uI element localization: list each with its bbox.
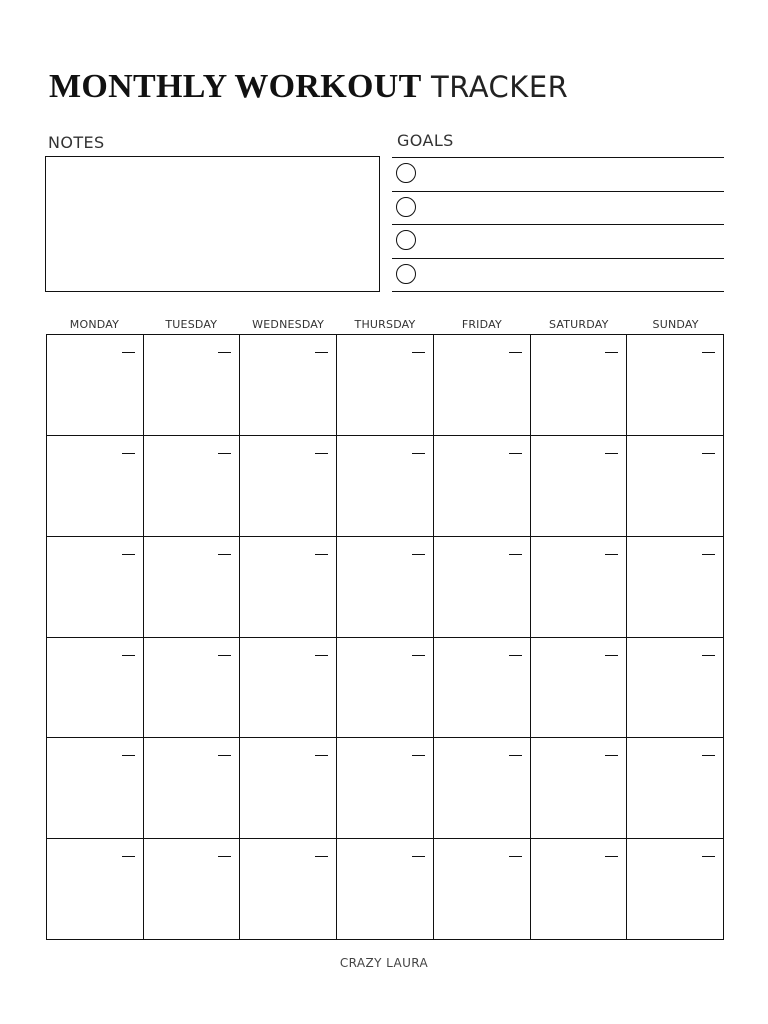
date-blank-dash — [509, 755, 522, 756]
goal-divider — [392, 157, 724, 158]
title-bold: MONTHLY WORKOUT — [49, 68, 422, 105]
calendar-day-cell[interactable] — [47, 638, 144, 739]
page-title — [49, 64, 568, 109]
calendar-day-cell[interactable] — [434, 335, 531, 436]
goal-checkbox-circle-icon[interactable] — [396, 197, 416, 217]
date-blank-dash — [412, 856, 425, 857]
date-blank-dash — [122, 655, 135, 656]
date-blank-dash — [412, 755, 425, 756]
date-blank-dash — [509, 856, 522, 857]
date-blank-dash — [315, 655, 328, 656]
goal-checkbox-circle-icon[interactable] — [396, 264, 416, 284]
date-blank-dash — [605, 352, 618, 353]
date-blank-dash — [702, 352, 715, 353]
goal-item[interactable] — [396, 197, 418, 219]
weekday-label: MONDAY — [69, 318, 120, 331]
weekday-label: SUNDAY — [652, 318, 699, 331]
date-blank-dash — [122, 352, 135, 353]
calendar-grid — [46, 334, 724, 940]
calendar-day-cell[interactable] — [144, 638, 241, 739]
calendar-day-cell[interactable] — [531, 436, 628, 537]
date-blank-dash — [702, 856, 715, 857]
goals-label: GOALS — [397, 131, 454, 150]
date-blank-dash — [218, 554, 231, 555]
date-blank-dash — [702, 755, 715, 756]
calendar-day-cell[interactable] — [47, 436, 144, 537]
calendar-day-cell[interactable] — [47, 839, 144, 940]
date-blank-dash — [218, 856, 231, 857]
calendar-day-cell[interactable] — [434, 638, 531, 739]
calendar-day-cell[interactable] — [47, 537, 144, 638]
calendar-day-cell[interactable] — [337, 537, 434, 638]
weekday-label: THURSDAY — [354, 318, 416, 331]
calendar-day-cell[interactable] — [240, 537, 337, 638]
weekday-header-row — [46, 317, 724, 333]
calendar-day-cell[interactable] — [240, 839, 337, 940]
date-blank-dash — [218, 655, 231, 656]
title-light: TRACKER — [431, 70, 569, 104]
date-blank-dash — [122, 554, 135, 555]
calendar-day-cell[interactable] — [337, 638, 434, 739]
calendar-day-cell[interactable] — [240, 738, 337, 839]
calendar-day-cell[interactable] — [337, 738, 434, 839]
weekday-label: WEDNESDAY — [252, 318, 325, 331]
date-blank-dash — [218, 352, 231, 353]
calendar-day-cell[interactable] — [627, 839, 724, 940]
date-blank-dash — [315, 453, 328, 454]
calendar-day-cell[interactable] — [531, 537, 628, 638]
calendar-day-cell[interactable] — [627, 638, 724, 739]
goal-item[interactable] — [396, 230, 418, 252]
footer-brand: CRAZY LAURA — [339, 956, 429, 970]
calendar-day-cell[interactable] — [144, 839, 241, 940]
goal-divider — [392, 191, 724, 192]
calendar-day-cell[interactable] — [627, 436, 724, 537]
calendar-day-cell[interactable] — [47, 738, 144, 839]
calendar-day-cell[interactable] — [240, 335, 337, 436]
calendar-day-cell[interactable] — [627, 738, 724, 839]
calendar-day-cell[interactable] — [627, 335, 724, 436]
date-blank-dash — [509, 352, 522, 353]
calendar-day-cell[interactable] — [434, 839, 531, 940]
weekday-label: FRIDAY — [461, 318, 502, 331]
calendar-day-cell[interactable] — [531, 738, 628, 839]
goal-divider — [392, 258, 724, 259]
goal-item[interactable] — [396, 264, 418, 286]
date-blank-dash — [509, 554, 522, 555]
date-blank-dash — [605, 453, 618, 454]
date-blank-dash — [412, 352, 425, 353]
calendar-day-cell[interactable] — [240, 638, 337, 739]
goal-divider — [392, 224, 724, 225]
calendar-day-cell[interactable] — [337, 839, 434, 940]
calendar-day-cell[interactable] — [337, 436, 434, 537]
calendar-day-cell[interactable] — [434, 436, 531, 537]
calendar-day-cell[interactable] — [531, 638, 628, 739]
calendar-day-cell[interactable] — [47, 335, 144, 436]
calendar-day-cell[interactable] — [144, 738, 241, 839]
calendar-day-cell[interactable] — [531, 335, 628, 436]
calendar-day-cell[interactable] — [337, 335, 434, 436]
date-blank-dash — [315, 755, 328, 756]
weekday-label: TUESDAY — [165, 318, 218, 331]
goal-divider — [392, 291, 724, 292]
calendar-day-cell[interactable] — [531, 839, 628, 940]
calendar-day-cell[interactable] — [627, 537, 724, 638]
date-blank-dash — [122, 856, 135, 857]
goal-checkbox-circle-icon[interactable] — [396, 163, 416, 183]
calendar-day-cell[interactable] — [144, 436, 241, 537]
date-blank-dash — [605, 655, 618, 656]
date-blank-dash — [122, 453, 135, 454]
date-blank-dash — [218, 755, 231, 756]
notes-box[interactable] — [45, 156, 380, 292]
date-blank-dash — [218, 453, 231, 454]
date-blank-dash — [315, 554, 328, 555]
date-blank-dash — [605, 755, 618, 756]
notes-label: NOTES — [48, 133, 105, 152]
date-blank-dash — [702, 554, 715, 555]
calendar-day-cell[interactable] — [144, 335, 241, 436]
calendar-day-cell[interactable] — [144, 537, 241, 638]
date-blank-dash — [605, 554, 618, 555]
weekday-label: SATURDAY — [548, 318, 609, 331]
date-blank-dash — [412, 453, 425, 454]
calendar-day-cell[interactable] — [434, 537, 531, 638]
goal-checkbox-circle-icon[interactable] — [396, 230, 416, 250]
date-blank-dash — [509, 453, 522, 454]
date-blank-dash — [702, 453, 715, 454]
date-blank-dash — [605, 856, 618, 857]
goal-item[interactable] — [396, 163, 418, 185]
date-blank-dash — [315, 856, 328, 857]
calendar-day-cell[interactable] — [240, 436, 337, 537]
calendar-day-cell[interactable] — [434, 738, 531, 839]
date-blank-dash — [412, 655, 425, 656]
date-blank-dash — [315, 352, 328, 353]
date-blank-dash — [509, 655, 522, 656]
date-blank-dash — [122, 755, 135, 756]
date-blank-dash — [702, 655, 715, 656]
date-blank-dash — [412, 554, 425, 555]
